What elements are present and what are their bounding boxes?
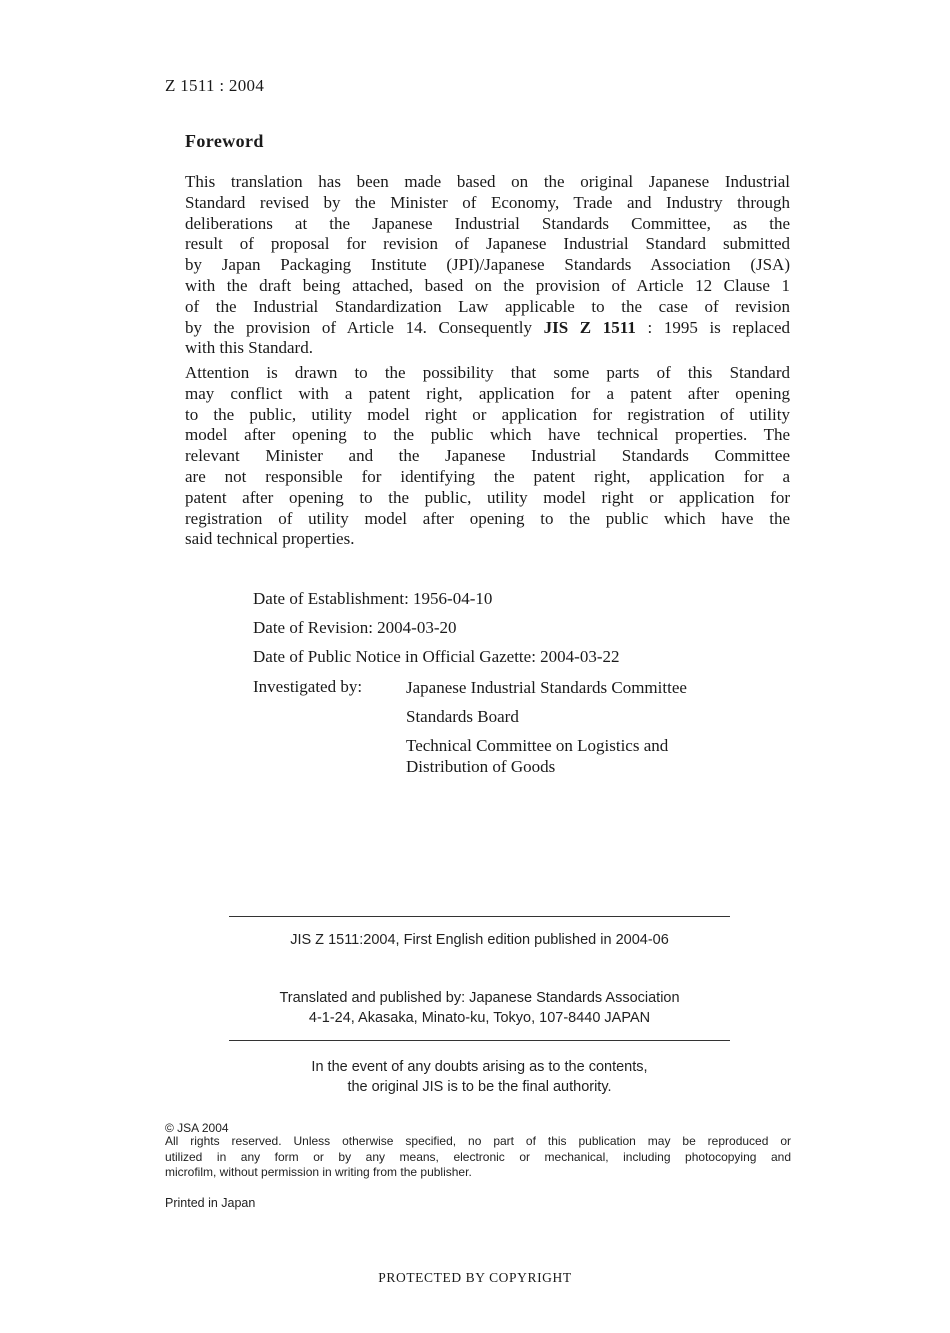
paragraph-line: to the public, utility model right or application for registration of utility xyxy=(185,404,790,424)
paragraph-line: by Japan Packaging Institute (JPI)/Japanese Standards Association (JSA) xyxy=(185,255,790,275)
foreword-title: Foreword xyxy=(185,131,264,151)
foreword-paragraph-2 xyxy=(185,363,790,550)
paragraph-line: This translation has been made based on the original Japanese Industrial xyxy=(185,172,790,191)
paragraph-line: deliberations at the Japanese Industrial Standards Committee, as the xyxy=(185,213,790,233)
technical-committee-line: Technical Committee on Logistics and xyxy=(406,736,669,755)
paragraph-line: relevant Minister and the Japanese Industrial Standards Committee xyxy=(185,446,790,466)
printed-in: Printed in Japan xyxy=(165,1196,256,1210)
authority-note-line: In the event of any doubts arising as to the contents, xyxy=(311,1059,648,1075)
paragraph-line: result of proposal for revision of Japanese Industrial Standard submitted xyxy=(185,234,790,254)
rights-line: microfilm, without permission in writing from the publisher. xyxy=(165,1165,472,1179)
paragraph-line: are not responsible for identifying the patent right, application for a xyxy=(185,466,790,486)
date-of-revision: Date of Revision: 2004-03-20 xyxy=(253,618,457,637)
line-text: by the provision of Article 14. Consequently xyxy=(185,317,544,337)
rights-line: utilized in any form or by any means, electronic or mechanical, including photocopying and xyxy=(165,1149,791,1164)
paragraph-line-with-standard xyxy=(185,318,790,339)
investigating-board: Standards Board xyxy=(406,707,519,726)
copyright-notice: © JSA 2004 xyxy=(165,1121,229,1135)
paragraph-line: said technical properties. xyxy=(185,529,355,549)
paragraph-line: model after opening to the public which have technical properties. The xyxy=(185,425,790,445)
authority-note-line: the original JIS is to be the final authority. xyxy=(347,1079,612,1095)
paragraph-line: with this Standard. xyxy=(185,338,313,358)
investigating-committee: Japanese Industrial Standards Committee xyxy=(406,678,687,697)
foreword-paragraph-1 xyxy=(185,172,790,359)
protected-by-copyright-footer: PROTECTED BY COPYRIGHT xyxy=(378,1270,572,1285)
replaced-standard-ref: JIS Z 1511 xyxy=(543,317,636,337)
publisher-address: 4-1-24, Akasaka, Minato-ku, Tokyo, 107-8440 JAPAN xyxy=(308,1010,651,1026)
authority-note xyxy=(229,1057,730,1097)
date-of-public-notice: Date of Public Notice in Official Gazette: 2004-03-22 xyxy=(253,647,620,666)
translated-by: Translated and published by: Japanese Standards Association xyxy=(279,990,680,1006)
paragraph-line: registration of utility model after opening to the public which have the xyxy=(185,508,790,528)
line-text: : 1995 is replaced xyxy=(635,317,791,337)
divider-bottom xyxy=(229,1040,730,1041)
divider-top xyxy=(229,916,730,917)
paragraph-line: may conflict with a patent right, application for a patent after opening xyxy=(185,383,790,403)
paragraph-line: Standard revised by the Minister of Economy, Trade and Industry through xyxy=(185,192,790,212)
investigated-by-label: Investigated by: xyxy=(253,677,363,696)
paragraph-line: with the draft being attached, based on the provision of Article 12 Clause 1 xyxy=(185,275,790,295)
technical-committee xyxy=(406,735,668,777)
paragraph-line: Attention is drawn to the possibility that some parts of this Standard xyxy=(185,363,790,382)
paragraph-line: of the Industrial Standardization Law applicable to the case of revision xyxy=(185,296,790,316)
technical-committee-line: Distribution of Goods xyxy=(406,757,556,776)
publisher-block xyxy=(229,988,730,1028)
paragraph-line: patent after opening to the public, utility model right or application for xyxy=(185,487,790,507)
date-of-establishment: Date of Establishment: 1956-04-10 xyxy=(253,589,493,608)
rights-line: All rights reserved. Unless otherwise specified, no part of this publication may be reproduced or xyxy=(165,1134,791,1148)
document-id-header: Z 1511 : 2004 xyxy=(165,76,265,95)
rights-statement xyxy=(165,1134,791,1181)
edition-note: JIS Z 1511:2004, First English edition published in 2004-06 xyxy=(290,932,669,948)
